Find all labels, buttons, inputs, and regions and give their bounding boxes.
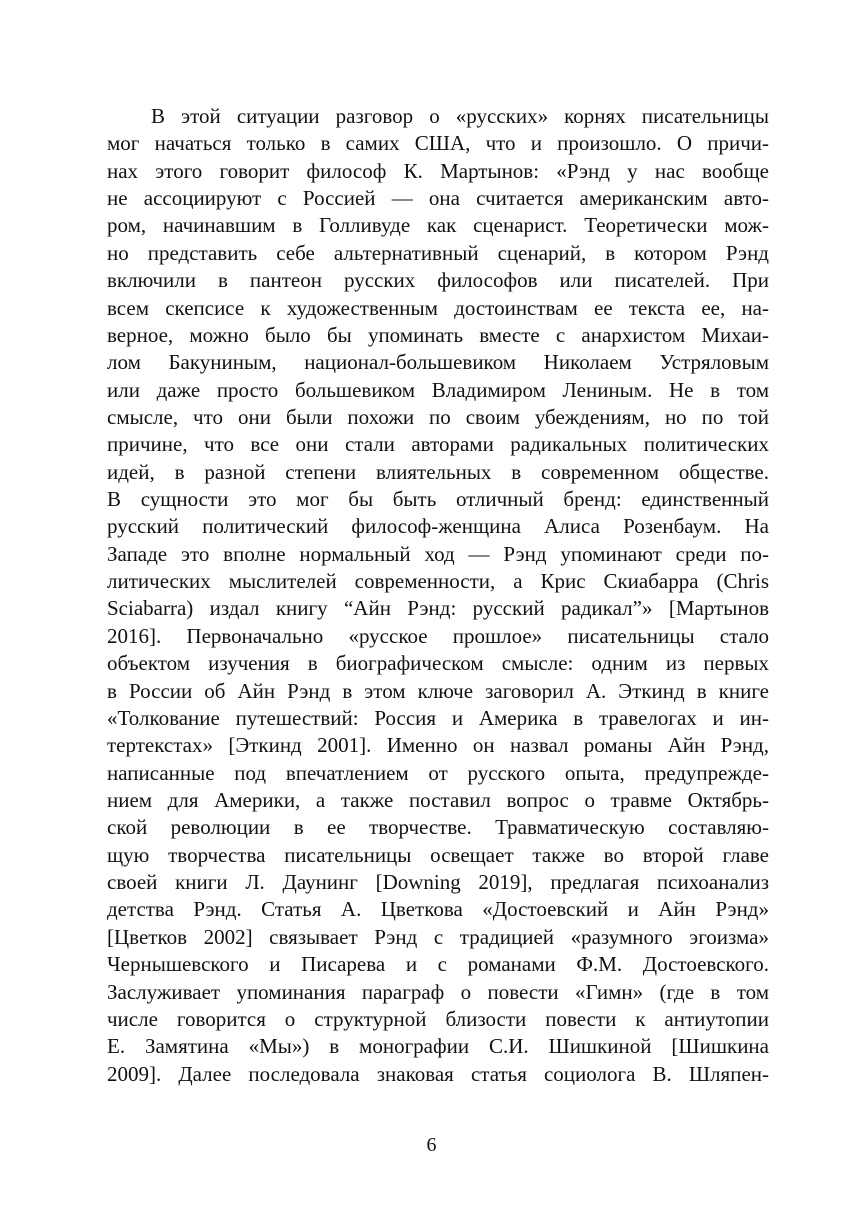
- text-line: Sciabarra) издал книгу “Айн Рэнд: русский радикал”» [Мартынов: [107, 596, 769, 621]
- text-line: мог начаться только в самих США, что и произошло. О причи-: [107, 131, 769, 156]
- text-line: или даже просто большевиком Владимиром Лениным. Не в том: [107, 377, 769, 402]
- text-line: нием для Америки, а также поставил вопрос о травме Октябрь-: [107, 787, 769, 812]
- text-line: 2016]. Первоначально «русское прошлое» писательницы стало: [107, 623, 769, 648]
- text-line: щую творчества писательницы освещает также во второй главе: [107, 842, 769, 867]
- text-line: Заслуживает упоминания параграф о повести «Гимн» (где в том: [107, 979, 769, 1004]
- text-line: числе говорится о структурной близости повести к антиутопии: [107, 1006, 769, 1031]
- text-line: написанные под впечатлением от русского опыта, предупрежде-: [107, 760, 769, 785]
- text-line: ром, начинавшим в Голливуде как сценарист. Теоретически мож-: [107, 213, 769, 238]
- text-line: «Толкование путешествий: Россия и Америка в травелогах и ин-: [107, 705, 769, 730]
- text-line: своей книги Л. Даунинг [Downing 2019], предлагая психоанализ: [107, 870, 769, 895]
- text-line: включили в пантеон русских философов или писателей. При: [107, 268, 769, 293]
- page-number: 6: [426, 1134, 437, 1156]
- text-line: всем скепсисе к художественным достоинствам ее текста ее, на-: [107, 295, 769, 320]
- text-line: идей, в разной степени влиятельных в современном обществе.: [107, 459, 769, 484]
- text-line: тертекстах» [Эткинд 2001]. Именно он назвал романы Айн Рэнд,: [107, 733, 769, 758]
- text-line: детства Рэнд. Статья А. Цветкова «Достоевский и Айн Рэнд»: [107, 897, 769, 922]
- text-line: объектом изучения в биографическом смысле: одним из первых: [107, 651, 769, 676]
- text-line: нах этого говорит философ К. Мартынов: «Рэнд у нас вообще: [107, 158, 769, 183]
- text-line: лом Бакуниным, национал-большевиком Николаем Устряловым: [107, 350, 769, 375]
- text-line: в России об Айн Рэнд в этом ключе заговорил А. Эткинд в книге: [107, 678, 769, 703]
- text-line: Чернышевского и Писарева и с романами Ф.М. Достоевского.: [107, 952, 769, 977]
- body-text: [107, 103, 769, 1088]
- text-line: смысле, что они были похожи по своим убеждениям, но по той: [107, 404, 769, 429]
- text-line: литических мыслителей современности, а Крис Скиабарра (Chris: [107, 569, 769, 594]
- text-line: не ассоциируют с Россией — она считается американским авто-: [107, 186, 769, 211]
- text-line: причине, что все они стали авторами радикальных политических: [107, 432, 769, 457]
- text-line: русский политический философ-женщина Алиса Розенбаум. На: [107, 514, 769, 539]
- text-line: 2009]. Далее последовала знаковая статья социолога В. Шляпен-: [107, 1061, 769, 1086]
- text-line: Е. Замятина «Мы») в монографии С.И. Шишкиной [Шишкина: [107, 1034, 769, 1059]
- text-line: ской революции в ее творчестве. Травматическую составляю-: [107, 815, 769, 840]
- text-line: верное, можно было бы упоминать вместе с анархистом Михаи-: [107, 322, 769, 347]
- text-line: Западе это вполне нормальный ход — Рэнд упоминают среди по-: [107, 541, 769, 566]
- text-line: но представить себе альтернативный сценарий, в котором Рэнд: [107, 240, 769, 265]
- text-line: В сущности это мог бы быть отличный бренд: единственный: [107, 487, 769, 512]
- text-line: В этой ситуации разговор о «русских» корнях писательницы: [151, 104, 769, 128]
- text-line: [Цветков 2002] связывает Рэнд с традицией «разумного эгоизма»: [107, 924, 769, 949]
